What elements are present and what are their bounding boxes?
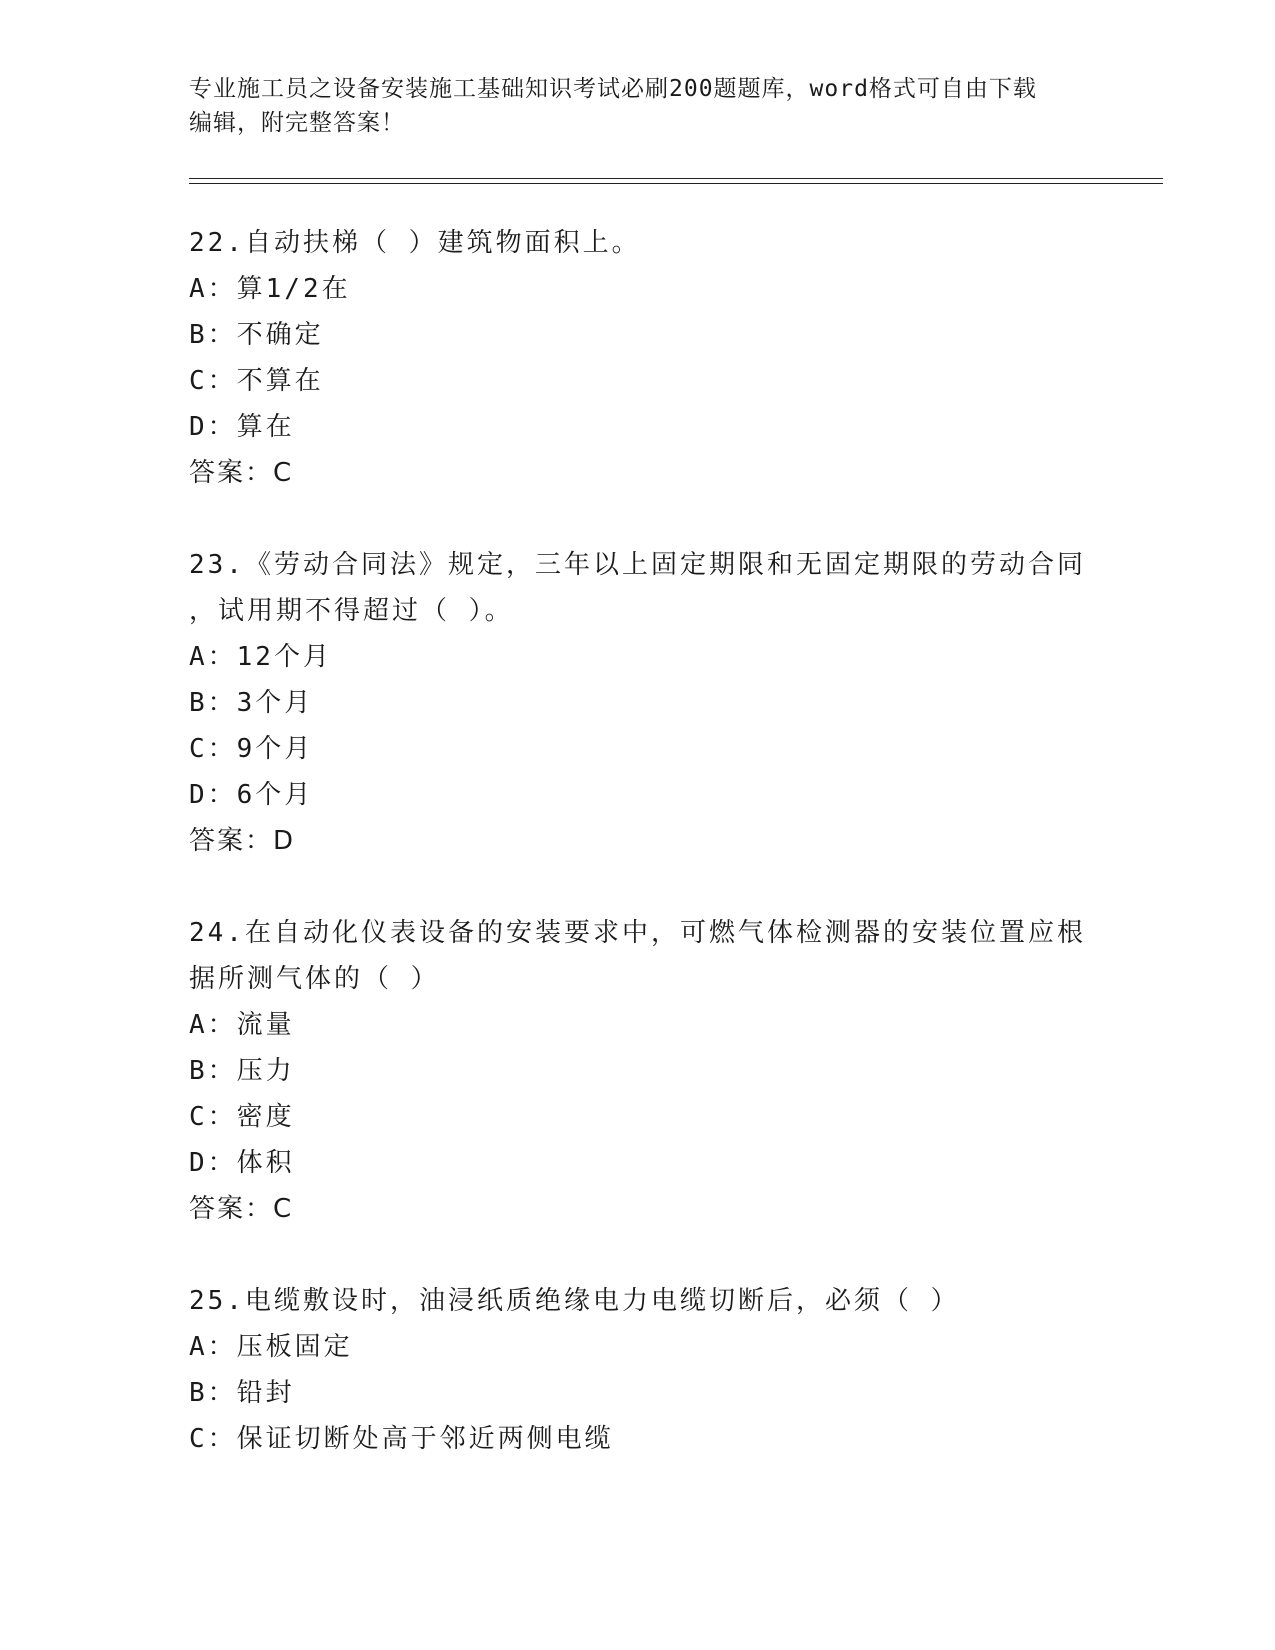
option-c: C：密度 bbox=[189, 1102, 295, 1132]
option-c: C：不算在 bbox=[189, 366, 324, 396]
option-b: B：不确定 bbox=[189, 320, 324, 350]
option-a: A：12个月 bbox=[189, 642, 332, 672]
option-b: B：压力 bbox=[189, 1056, 295, 1086]
header-line-2: 编辑，附完整答案！ bbox=[189, 110, 405, 136]
option-d: D：6个月 bbox=[189, 780, 314, 810]
header-line-1: 专业施工员之设备安装施工基础知识考试必刷200题题库，word格式可自由下载 bbox=[189, 76, 1037, 102]
question-stem: 25.电缆敷设时，油浸纸质绝缘电力电缆切断后，必须（ ） bbox=[189, 1286, 960, 1316]
answer: 答案：C bbox=[189, 1194, 294, 1224]
option-a: A：压板固定 bbox=[189, 1332, 353, 1362]
question-stem-line-1: 24.在自动化仪表设备的安装要求中，可燃气体检测器的安装位置应根 bbox=[189, 918, 1086, 948]
option-b: B：铅封 bbox=[189, 1378, 295, 1408]
header-rule-top bbox=[189, 178, 1163, 179]
question-24 bbox=[189, 910, 1089, 1232]
option-c: C：保证切断处高于邻近两侧电缆 bbox=[189, 1424, 614, 1454]
option-d: D：体积 bbox=[189, 1148, 295, 1178]
question-stem-line-2: 据所测气体的（ ） bbox=[189, 964, 440, 994]
question-23 bbox=[189, 542, 1089, 864]
question-25 bbox=[189, 1278, 1089, 1462]
option-b: B：3个月 bbox=[189, 688, 314, 718]
option-d: D：算在 bbox=[189, 412, 295, 442]
answer: 答案：D bbox=[189, 826, 296, 856]
question-stem-line-2: ，试用期不得超过（ ）。 bbox=[189, 596, 514, 626]
answer: 答案：C bbox=[189, 458, 294, 488]
question-stem-line-1: 23.《劳动合同法》规定，三年以上固定期限和无固定期限的劳动合同 bbox=[189, 550, 1086, 580]
question-22 bbox=[189, 220, 1089, 496]
option-c: C：9个月 bbox=[189, 734, 314, 764]
question-list bbox=[189, 220, 1089, 1508]
document-header bbox=[189, 72, 1089, 140]
option-a: A：算1/2在 bbox=[189, 274, 351, 304]
question-stem: 22.自动扶梯（ ）建筑物面积上。 bbox=[189, 228, 641, 258]
option-a: A：流量 bbox=[189, 1010, 295, 1040]
header-rule-bottom bbox=[189, 183, 1163, 184]
